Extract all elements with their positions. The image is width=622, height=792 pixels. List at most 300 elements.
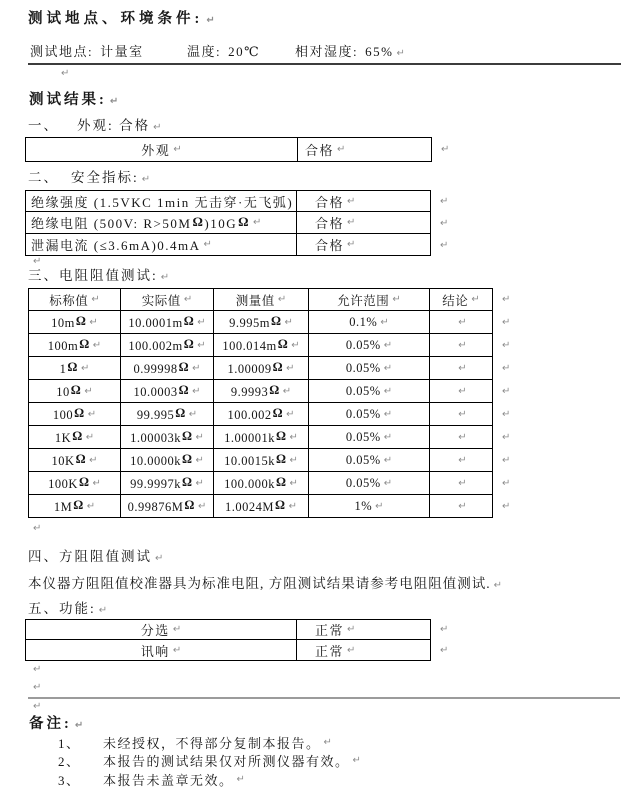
paragraph-mark-icon bbox=[440, 624, 448, 635]
section5-heading bbox=[28, 597, 107, 617]
paragraph-mark-icon bbox=[204, 239, 212, 250]
ohm-symbol: Ω bbox=[272, 359, 284, 374]
paragraph-mark-icon bbox=[253, 217, 261, 228]
env-location bbox=[30, 41, 144, 60]
results-title bbox=[29, 88, 118, 109]
paragraph-mark-icon bbox=[173, 624, 181, 635]
table-cell bbox=[28, 449, 120, 472]
table-cell bbox=[28, 357, 120, 380]
paragraph-mark-icon bbox=[384, 455, 392, 466]
table-cell bbox=[120, 334, 213, 357]
paragraph-mark-icon bbox=[458, 409, 466, 420]
table-cell bbox=[120, 311, 213, 334]
table-cell bbox=[308, 357, 429, 380]
table-row-end-mark bbox=[493, 472, 513, 495]
paragraph-mark-icon bbox=[84, 386, 92, 397]
paragraph-mark-icon bbox=[502, 340, 510, 351]
table-cell-text: 外观 bbox=[141, 143, 171, 158]
table-row bbox=[25, 619, 451, 640]
paragraph-mark-icon bbox=[458, 340, 466, 351]
paragraph-mark-icon bbox=[33, 682, 41, 693]
paragraph-mark-icon bbox=[347, 196, 355, 207]
table-cell-text: 实际值 bbox=[141, 293, 181, 308]
table-cell bbox=[120, 495, 213, 518]
table-cell-text: 0.05% bbox=[345, 429, 381, 444]
table-cell-text: 讯响 bbox=[140, 643, 170, 659]
function-table bbox=[25, 619, 451, 661]
remark-item-number: 3、 bbox=[58, 772, 81, 788]
section2-text: 安全指标: bbox=[71, 170, 139, 185]
horizontal-rule-top bbox=[28, 63, 621, 65]
table-row-end-mark bbox=[432, 137, 452, 162]
env-temperature-value: 20℃ bbox=[228, 44, 261, 59]
table-cell-text: 1.00009Ω bbox=[227, 359, 284, 376]
table-cell bbox=[25, 212, 296, 234]
table-cell-text: 99.995Ω bbox=[136, 405, 186, 422]
table-row-end-mark bbox=[431, 190, 451, 212]
paragraph-mark-icon bbox=[502, 363, 510, 374]
ohm-symbol: Ω bbox=[178, 359, 190, 374]
paragraph-mark-icon bbox=[196, 455, 204, 466]
table-cell bbox=[213, 334, 308, 357]
table-cell-text: 0.05% bbox=[345, 475, 381, 490]
env-location-value: 计量室 bbox=[100, 44, 144, 59]
table-header-cell bbox=[28, 288, 120, 311]
table-cell-text: 99.9997kΩ bbox=[130, 474, 193, 491]
ohm-symbol: Ω bbox=[277, 336, 289, 351]
ohm-symbol: Ω bbox=[275, 474, 287, 489]
table-cell-text: 100Ω bbox=[52, 405, 85, 422]
table-cell-text: 标称值 bbox=[49, 293, 89, 308]
paragraph-mark-icon bbox=[502, 501, 510, 512]
paragraph-mark-icon bbox=[347, 645, 355, 656]
paragraph-mark-icon bbox=[142, 174, 150, 185]
safety-table bbox=[25, 190, 451, 256]
ohm-symbol: Ω bbox=[184, 497, 195, 512]
paragraph-mark-icon bbox=[347, 624, 355, 635]
table-cell-text: 1KΩ bbox=[54, 428, 83, 445]
table-cell-text: 1.00003kΩ bbox=[130, 428, 193, 445]
paragraph-mark-icon bbox=[289, 501, 297, 512]
table-cell bbox=[308, 380, 429, 403]
horizontal-rule-bottom bbox=[28, 697, 620, 699]
paragraph-mark-icon bbox=[93, 340, 101, 351]
ohm-symbol: Ω bbox=[275, 428, 287, 443]
table-cell bbox=[25, 137, 297, 162]
remark-item-text: 未经授权，不得部分复制本报告。 bbox=[103, 735, 321, 751]
paragraph-mark-icon bbox=[440, 196, 448, 207]
ohm-symbol: Ω bbox=[183, 313, 195, 328]
paragraph-mark-icon bbox=[324, 737, 332, 748]
table-cell-text: 9.995mΩ bbox=[229, 313, 282, 330]
paragraph-mark-icon bbox=[206, 15, 214, 26]
section3-text: 三、电阻阻值测试: bbox=[28, 268, 158, 283]
table-cell bbox=[429, 380, 493, 403]
table-header-cell bbox=[308, 288, 429, 311]
paragraph-mark-icon bbox=[494, 580, 502, 591]
paragraph-mark-icon bbox=[87, 501, 95, 512]
table-row-end-mark bbox=[431, 234, 451, 256]
table-cell bbox=[28, 403, 120, 426]
paragraph-mark-icon bbox=[290, 478, 298, 489]
table-cell-text: 绝缘电阻 (500V: R>50MΩ)10GΩ bbox=[31, 214, 250, 231]
ohm-symbol: Ω bbox=[275, 451, 287, 466]
table-cell bbox=[213, 472, 308, 495]
table-row-end-mark bbox=[493, 380, 513, 403]
paragraph-mark-icon bbox=[173, 144, 181, 155]
table-cell-text: 泄漏电流 (≤3.6mA)0.4mA bbox=[31, 238, 201, 253]
table-cell bbox=[120, 357, 213, 380]
table-cell bbox=[28, 311, 120, 334]
ohm-symbol: Ω bbox=[178, 382, 190, 397]
paragraph-mark-icon bbox=[502, 432, 510, 443]
section4-heading bbox=[28, 545, 163, 565]
table-cell-text: 100mΩ bbox=[47, 336, 90, 353]
paragraph-mark-icon bbox=[392, 294, 400, 305]
section4-body-text: 本仪器方阻阻值校准器具为标准电阻, 方阻测试结果请参考电阻阻值测试. bbox=[28, 576, 491, 591]
table-row bbox=[28, 449, 513, 472]
paragraph-mark-icon bbox=[173, 645, 181, 656]
paragraph-mark-icon bbox=[33, 664, 41, 675]
ohm-symbol: Ω bbox=[78, 474, 90, 489]
table-row bbox=[28, 334, 513, 357]
paragraph-mark-icon bbox=[61, 68, 69, 79]
paragraph-mark-icon bbox=[502, 455, 510, 466]
paragraph-mark-icon bbox=[197, 340, 205, 351]
table-cell bbox=[213, 357, 308, 380]
paragraph-mark-icon bbox=[284, 317, 292, 328]
table-cell bbox=[308, 426, 429, 449]
table-cell bbox=[296, 640, 431, 661]
section2-heading bbox=[28, 166, 150, 186]
remark-item bbox=[58, 733, 361, 752]
section1-text: 外观: 合格 bbox=[77, 118, 151, 133]
paragraph-mark-icon bbox=[458, 432, 466, 443]
paragraph-mark-icon bbox=[290, 455, 298, 466]
paragraph-mark-icon bbox=[189, 409, 197, 420]
paragraph-mark-icon bbox=[89, 455, 97, 466]
table-cell bbox=[120, 449, 213, 472]
ohm-symbol: Ω bbox=[275, 497, 286, 512]
env-temperature-label: 温度: bbox=[187, 44, 222, 59]
paragraph-mark-icon bbox=[99, 605, 107, 616]
table-cell-text: 合格 bbox=[315, 238, 345, 253]
paragraph-mark-icon bbox=[337, 144, 345, 155]
table-cell-text: 10.0015kΩ bbox=[224, 451, 287, 468]
results-title-text: 测试结果: bbox=[29, 92, 107, 108]
paragraph-mark-icon bbox=[33, 701, 41, 712]
table-cell-text: 1.0024MΩ bbox=[225, 497, 286, 514]
appearance-table bbox=[25, 137, 452, 162]
table-row bbox=[28, 311, 513, 334]
table-cell-text: 10Ω bbox=[56, 382, 82, 399]
paragraph-mark-icon bbox=[286, 409, 294, 420]
table-cell bbox=[28, 334, 120, 357]
paragraph-mark-icon bbox=[458, 478, 466, 489]
table-cell-text: 10.0003Ω bbox=[133, 382, 190, 399]
table-cell bbox=[213, 380, 308, 403]
ohm-symbol: Ω bbox=[75, 313, 87, 328]
table-cell bbox=[429, 472, 493, 495]
table-cell bbox=[120, 426, 213, 449]
table-cell-text: 0.05% bbox=[345, 337, 381, 352]
ohm-symbol: Ω bbox=[181, 428, 193, 443]
paragraph-mark-icon bbox=[458, 317, 466, 328]
paragraph-mark-icon bbox=[91, 294, 99, 305]
paragraph-mark-icon bbox=[75, 720, 83, 731]
paragraph-mark-icon bbox=[384, 386, 392, 397]
table-cell-text: 1MΩ bbox=[53, 497, 84, 514]
ohm-symbol: Ω bbox=[181, 474, 193, 489]
paragraph-mark-icon bbox=[441, 144, 449, 155]
paragraph-mark-icon bbox=[278, 294, 286, 305]
resistance-table bbox=[28, 288, 513, 518]
paragraph-mark-icon bbox=[283, 386, 291, 397]
table-header-cell bbox=[213, 288, 308, 311]
table-row bbox=[28, 472, 513, 495]
paragraph-mark-icon bbox=[384, 340, 392, 351]
paragraph-mark-icon bbox=[458, 455, 466, 466]
paragraph-mark-icon bbox=[92, 478, 100, 489]
ohm-symbol: Ω bbox=[238, 214, 250, 229]
paragraph-mark-icon bbox=[290, 432, 298, 443]
ohm-symbol: Ω bbox=[183, 336, 195, 351]
table-cell-text: 0.1% bbox=[349, 314, 378, 329]
paragraph-mark-icon bbox=[196, 478, 204, 489]
table-cell-text: 测量值 bbox=[235, 293, 275, 308]
table-cell bbox=[213, 495, 308, 518]
section1-number: 一、 bbox=[28, 118, 59, 133]
table-row bbox=[28, 426, 513, 449]
table-cell bbox=[25, 640, 296, 661]
paragraph-mark-icon bbox=[192, 363, 200, 374]
paragraph-mark-icon bbox=[458, 363, 466, 374]
table-cell bbox=[429, 357, 493, 380]
table-cell bbox=[308, 334, 429, 357]
table-cell-text: 0.05% bbox=[345, 383, 381, 398]
table-cell bbox=[429, 495, 493, 518]
table-cell bbox=[28, 380, 120, 403]
table-cell-text: 1Ω bbox=[59, 359, 78, 376]
ohm-symbol: Ω bbox=[272, 405, 284, 420]
paragraph-mark-icon bbox=[458, 501, 466, 512]
paragraph-mark-icon bbox=[502, 317, 510, 328]
env-humidity-value: 65% bbox=[365, 44, 394, 59]
table-row bbox=[28, 380, 513, 403]
paragraph-mark-icon bbox=[153, 122, 161, 133]
ohm-symbol: Ω bbox=[75, 451, 87, 466]
table-cell-text: 10.0001mΩ bbox=[128, 313, 195, 330]
paragraph-mark-icon bbox=[347, 217, 355, 228]
table-cell-text: 100KΩ bbox=[48, 474, 90, 491]
table-cell bbox=[429, 334, 493, 357]
table-cell-text: 合格 bbox=[315, 216, 345, 231]
remark-item-text: 本报告的测试结果仅对所测仪器有效。 bbox=[103, 754, 350, 770]
paragraph-mark-icon bbox=[440, 645, 448, 656]
table-row-end-mark bbox=[431, 640, 451, 661]
ohm-symbol: Ω bbox=[79, 336, 90, 351]
table-cell bbox=[308, 403, 429, 426]
paragraph-mark-icon bbox=[33, 523, 41, 534]
env-location-label: 测试地点: bbox=[30, 44, 94, 59]
table-row-end-mark bbox=[493, 288, 513, 311]
table-cell bbox=[296, 234, 431, 256]
paragraph-mark-icon bbox=[155, 553, 163, 564]
paragraph-mark-icon bbox=[237, 774, 245, 785]
table-row-end-mark bbox=[493, 311, 513, 334]
table-row-end-mark bbox=[493, 495, 513, 518]
table-cell-text: 正常 bbox=[315, 643, 345, 659]
page-title-text: 测试地点、环境条件: bbox=[28, 11, 204, 27]
paragraph-mark-icon bbox=[502, 409, 510, 420]
page-title bbox=[28, 7, 215, 28]
remarks-title-text: 备注: bbox=[29, 716, 72, 732]
table-cell bbox=[429, 426, 493, 449]
paragraph-mark-icon bbox=[458, 386, 466, 397]
table-cell bbox=[28, 426, 120, 449]
table-cell-text: 100.014mΩ bbox=[222, 336, 289, 353]
paragraph-mark-icon bbox=[384, 478, 392, 489]
table-row bbox=[28, 357, 513, 380]
table-cell bbox=[308, 311, 429, 334]
table-cell-text: 0.99998Ω bbox=[133, 359, 190, 376]
paragraph-mark-icon bbox=[384, 432, 392, 443]
ohm-symbol: Ω bbox=[181, 451, 193, 466]
paragraph-mark-icon bbox=[286, 363, 294, 374]
table-row bbox=[28, 403, 513, 426]
paragraph-mark-icon bbox=[89, 317, 97, 328]
table-cell bbox=[296, 619, 431, 640]
table-cell-text: 分选 bbox=[140, 623, 170, 638]
table-cell-text: 100.002mΩ bbox=[128, 336, 195, 353]
table-cell-text: 0.99876MΩ bbox=[127, 497, 195, 514]
table-cell bbox=[308, 472, 429, 495]
table-cell bbox=[429, 311, 493, 334]
table-cell bbox=[213, 426, 308, 449]
ohm-symbol: Ω bbox=[74, 405, 85, 420]
table-cell bbox=[28, 495, 120, 518]
remark-item bbox=[58, 770, 361, 789]
paragraph-mark-icon bbox=[502, 386, 510, 397]
table-cell bbox=[308, 495, 429, 518]
paragraph-mark-icon bbox=[192, 386, 200, 397]
ohm-symbol: Ω bbox=[175, 405, 186, 420]
table-cell bbox=[296, 190, 431, 212]
paragraph-mark-icon bbox=[196, 432, 204, 443]
table-cell-text: 10mΩ bbox=[51, 313, 87, 330]
paragraph-mark-icon bbox=[375, 501, 383, 512]
table-cell bbox=[120, 403, 213, 426]
ohm-symbol: Ω bbox=[67, 359, 78, 374]
ohm-symbol: Ω bbox=[192, 214, 205, 229]
paragraph-mark-icon bbox=[184, 294, 192, 305]
table-row-end-mark bbox=[431, 212, 451, 234]
table-cell bbox=[297, 137, 432, 162]
table-header-cell bbox=[120, 288, 213, 311]
paragraph-mark-icon bbox=[347, 239, 355, 250]
env-humidity-label: 相对湿度: bbox=[295, 44, 359, 59]
env-humidity bbox=[295, 41, 405, 60]
table-cell bbox=[25, 190, 296, 212]
paragraph-mark-icon bbox=[396, 48, 404, 59]
remark-item-text: 本报告未盖章无效。 bbox=[103, 772, 234, 788]
table-cell bbox=[296, 212, 431, 234]
paragraph-mark-icon bbox=[384, 409, 392, 420]
table-row-end-mark bbox=[493, 426, 513, 449]
table-row bbox=[25, 212, 451, 234]
paragraph-mark-icon bbox=[110, 96, 118, 107]
paragraph-mark-icon bbox=[88, 409, 96, 420]
table-cell-text: 1% bbox=[354, 498, 373, 513]
table-cell-text: 合格 bbox=[305, 143, 335, 158]
table-cell-text: 9.9993Ω bbox=[230, 382, 280, 399]
section4-body bbox=[28, 572, 502, 592]
paragraph-mark-icon bbox=[353, 755, 361, 766]
paragraph-mark-icon bbox=[440, 218, 448, 229]
table-row bbox=[28, 495, 513, 518]
table-cell-text: 100.000kΩ bbox=[224, 474, 287, 491]
table-cell bbox=[120, 472, 213, 495]
table-row-end-mark bbox=[431, 619, 451, 640]
paragraph-mark-icon bbox=[502, 478, 510, 489]
section1-heading bbox=[28, 114, 162, 134]
table-row-end-mark bbox=[493, 357, 513, 380]
table-cell-text: 0.05% bbox=[345, 452, 381, 467]
section4-text: 四、方阻阻值测试 bbox=[28, 549, 152, 564]
paragraph-mark-icon bbox=[440, 240, 448, 251]
table-cell bbox=[25, 619, 296, 640]
remark-item bbox=[58, 752, 361, 771]
paragraph-mark-icon bbox=[502, 294, 510, 305]
paragraph-mark-icon bbox=[471, 294, 479, 305]
paragraph-mark-icon bbox=[86, 432, 94, 443]
remarks-title bbox=[29, 712, 83, 733]
table-row bbox=[25, 190, 451, 212]
paragraph-mark-icon bbox=[380, 317, 388, 328]
table-cell bbox=[429, 403, 493, 426]
table-cell-text: 允许范围 bbox=[337, 293, 390, 308]
table-cell-text: 10.0000kΩ bbox=[130, 451, 193, 468]
table-row bbox=[25, 234, 451, 256]
paragraph-mark-icon bbox=[291, 340, 299, 351]
table-cell bbox=[429, 449, 493, 472]
table-cell-text: 10KΩ bbox=[51, 451, 87, 468]
table-cell-text: 0.05% bbox=[345, 360, 381, 375]
ohm-symbol: Ω bbox=[269, 382, 280, 397]
ohm-symbol: Ω bbox=[270, 313, 282, 328]
paragraph-mark-icon bbox=[197, 317, 205, 328]
table-cell bbox=[213, 311, 308, 334]
env-temperature bbox=[187, 41, 260, 60]
section2-number: 二、 bbox=[28, 170, 59, 185]
ohm-symbol: Ω bbox=[70, 382, 82, 397]
table-row-end-mark bbox=[493, 449, 513, 472]
paragraph-mark-icon bbox=[384, 363, 392, 374]
section5-text: 五、功能: bbox=[28, 601, 96, 616]
table-cell-text: 0.05% bbox=[345, 406, 381, 421]
ohm-symbol: Ω bbox=[73, 497, 84, 512]
remarks-list bbox=[58, 733, 361, 789]
table-cell bbox=[28, 472, 120, 495]
table-row-end-mark bbox=[493, 334, 513, 357]
table-header-cell bbox=[429, 288, 493, 311]
table-cell-text: 100.002Ω bbox=[227, 405, 284, 422]
ohm-symbol: Ω bbox=[72, 428, 83, 443]
table-cell-text: 1.00001kΩ bbox=[224, 428, 287, 445]
table-cell bbox=[308, 449, 429, 472]
table-cell-text: 正常 bbox=[315, 623, 345, 638]
table-cell bbox=[213, 403, 308, 426]
